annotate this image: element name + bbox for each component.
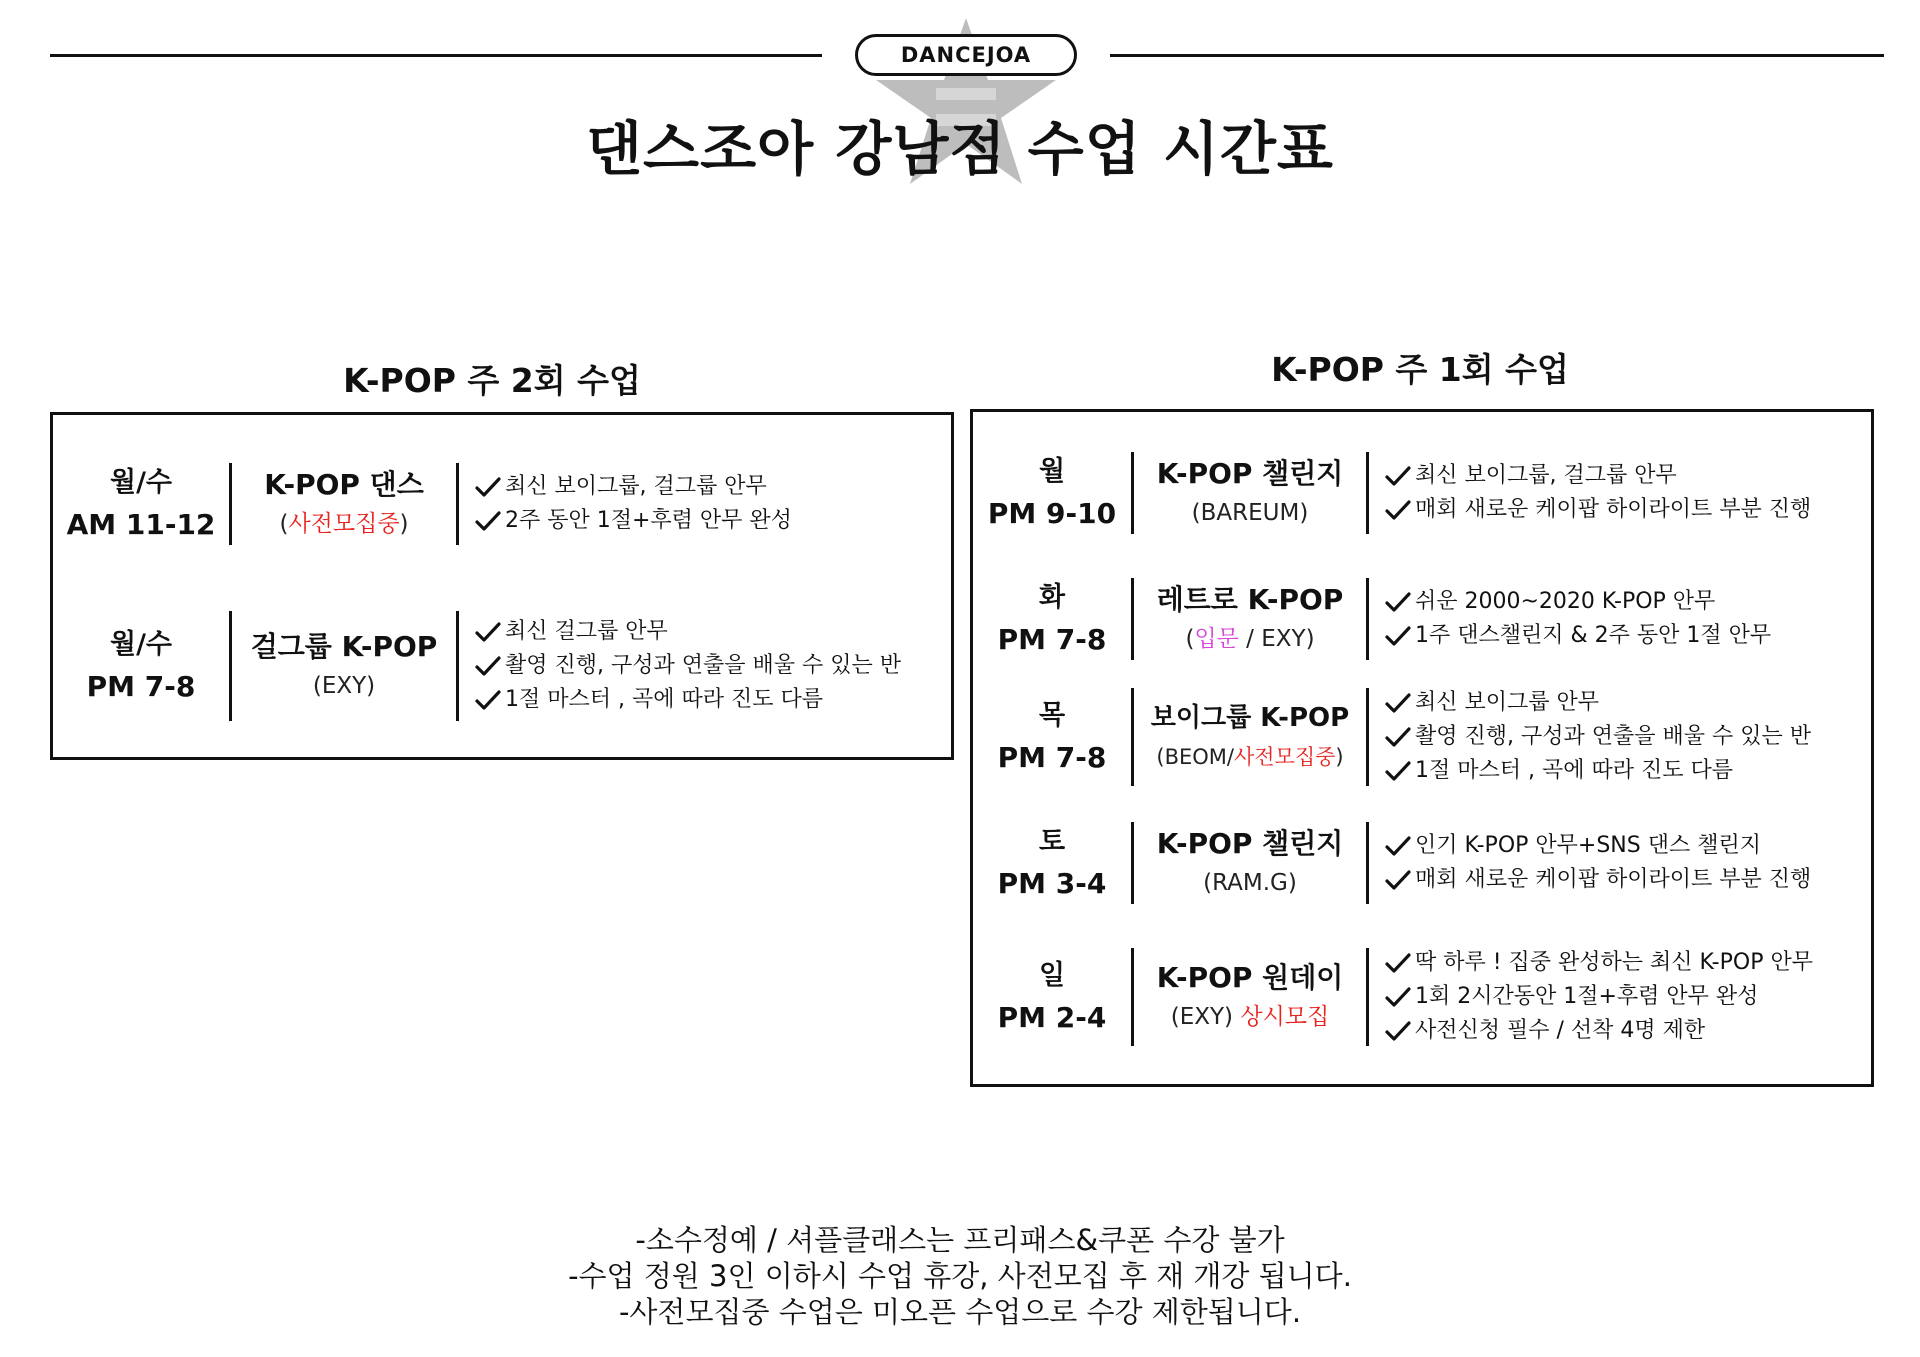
note-item: 최신 보이그룹, 걸그룹 안무: [1385, 459, 1811, 493]
footer-line: -수업 정원 3인 이하시 수업 휴강, 사전모집 후 재 개강 됩니다.: [568, 1259, 1352, 1293]
note-item: 최신 보이그룹, 걸그룹 안무: [475, 470, 792, 504]
class-instructor: (사전모집중): [279, 511, 409, 537]
day-time-cell: [973, 695, 1131, 779]
schedule-row: [973, 452, 1877, 534]
class-notes: [459, 615, 901, 717]
class-time: PM 9-10: [987, 497, 1117, 530]
note-item: 최신 보이그룹 안무: [1385, 686, 1811, 720]
schedule-row: [53, 611, 957, 721]
note-item: 사전신청 필수 / 선착 4명 제한: [1385, 1014, 1813, 1048]
class-time: PM 7-8: [997, 623, 1107, 656]
class-notes: [459, 470, 792, 538]
once-weekly-panel: [970, 409, 1874, 1087]
schedule-row: [973, 948, 1877, 1046]
class-cell: [232, 627, 456, 705]
class-day: 일: [1038, 960, 1066, 991]
check-icon: [1385, 869, 1411, 891]
footer-line: -소수정예 / 셔플클래스는 프리패스&쿠폰 수강 불가: [635, 1223, 1285, 1257]
class-cell: [1134, 958, 1366, 1036]
class-day: 월/수: [109, 629, 173, 660]
check-icon: [475, 621, 501, 643]
class-cell: [232, 465, 456, 543]
check-icon: [475, 655, 501, 677]
class-time: PM 7-8: [86, 670, 196, 703]
check-icon: [1385, 1020, 1411, 1042]
level-badge: 입문: [1194, 626, 1239, 652]
check-icon: [1385, 625, 1411, 647]
class-instructor: (입문 / EXY): [1185, 626, 1315, 652]
status-badge: 사전모집중: [1233, 745, 1336, 769]
class-day: 화: [1038, 582, 1066, 613]
day-time-cell: [973, 821, 1131, 905]
check-icon: [1385, 760, 1411, 782]
schedule-row: [973, 688, 1877, 786]
note-item: 매회 새로운 케이팝 하이라이트 부분 진행: [1385, 493, 1811, 527]
check-icon: [475, 510, 501, 532]
check-icon: [1385, 726, 1411, 748]
note-item: 1회 2시간동안 1절+후렴 안무 완성: [1385, 980, 1813, 1014]
note-item: 촬영 진행, 구성과 연출을 배울 수 있는 반: [1385, 720, 1811, 754]
class-time: AM 11-12: [66, 508, 216, 541]
day-time-cell: [53, 462, 229, 546]
check-icon: [475, 476, 501, 498]
note-item: 촬영 진행, 구성과 연출을 배울 수 있는 반: [475, 649, 901, 683]
section-title-twice-weekly: K-POP 주 2회 수업: [343, 361, 641, 400]
class-name: K-POP 챌린지: [1156, 827, 1344, 860]
class-notes: [1369, 585, 1771, 653]
check-icon: [475, 689, 501, 711]
note-item: 쉬운 2000~2020 K-POP 안무: [1385, 585, 1771, 619]
check-icon: [1385, 591, 1411, 613]
footer-line: -사전모집중 수업은 미오픈 수업으로 수강 제한됩니다.: [618, 1295, 1302, 1329]
class-cell: [1134, 580, 1366, 658]
class-notes: [1369, 686, 1811, 788]
class-instructor: (EXY): [312, 673, 376, 699]
class-name: 레트로 K-POP: [1156, 583, 1344, 616]
class-day: 월/수: [109, 467, 173, 498]
schedule-row: [973, 822, 1877, 904]
status-badge: 사전모집중: [288, 511, 400, 537]
class-name: 보이그룹 K-POP: [1150, 703, 1350, 733]
day-time-cell: [973, 577, 1131, 661]
note-item: 최신 걸그룹 안무: [475, 615, 901, 649]
check-icon: [1385, 499, 1411, 521]
class-cell: [1134, 454, 1366, 532]
day-time-cell: [973, 955, 1131, 1039]
status-badge: 상시모집: [1240, 1004, 1330, 1030]
check-icon: [1385, 692, 1411, 714]
note-item: 인기 K-POP 안무+SNS 댄스 챌린지: [1385, 829, 1811, 863]
class-notes: [1369, 829, 1811, 897]
class-instructor: (RAM.G): [1203, 870, 1297, 896]
twice-weekly-panel: [50, 412, 954, 760]
header-rule-left: [50, 54, 822, 57]
class-day: 토: [1038, 826, 1066, 857]
class-instructor: (BAREUM): [1191, 500, 1309, 526]
check-icon: [1385, 952, 1411, 974]
note-item: 매회 새로운 케이팝 하이라이트 부분 진행: [1385, 863, 1811, 897]
class-time: PM 2-4: [997, 1001, 1107, 1034]
check-icon: [1385, 986, 1411, 1008]
class-time: PM 3-4: [997, 867, 1107, 900]
page-title: 댄스조아 강남점 수업 시간표: [586, 115, 1334, 183]
check-icon: [1385, 465, 1411, 487]
class-name: K-POP 챌린지: [1156, 457, 1344, 490]
class-notes: [1369, 459, 1811, 527]
class-cell: [1134, 824, 1366, 902]
note-item: 2주 동안 1절+후렴 안무 완성: [475, 504, 792, 538]
class-time: PM 7-8: [997, 741, 1107, 774]
class-name: K-POP 원데이: [1156, 961, 1344, 994]
class-instructor: (EXY) 상시모집: [1170, 1004, 1330, 1030]
schedule-row: [973, 578, 1877, 660]
check-icon: [1385, 835, 1411, 857]
class-day: 월: [1038, 456, 1066, 487]
class-cell: [1134, 698, 1366, 776]
note-item: 1절 마스터 , 곡에 따라 진도 다름: [1385, 754, 1811, 788]
class-name: 걸그룹 K-POP: [250, 630, 438, 663]
schedule-row: [53, 463, 957, 545]
note-item: 딱 하루 ! 집중 완성하는 최신 K-POP 안무: [1385, 946, 1813, 980]
class-day: 목: [1038, 700, 1066, 731]
day-time-cell: [973, 451, 1131, 535]
note-item: 1주 댄스챌린지 & 2주 동안 1절 안무: [1385, 619, 1771, 653]
footer-notes: [0, 1222, 1920, 1330]
header-rule-right: [1110, 54, 1884, 57]
class-notes: [1369, 946, 1813, 1048]
class-name: K-POP 댄스: [264, 468, 424, 501]
note-item: 1절 마스터 , 곡에 따라 진도 다름: [475, 683, 901, 717]
brand-badge: DANCEJOA: [855, 34, 1077, 76]
section-title-once-weekly: K-POP 주 1회 수업: [1271, 350, 1569, 389]
day-time-cell: [53, 624, 229, 708]
class-instructor: (BEOM/사전모집중): [1156, 745, 1344, 769]
